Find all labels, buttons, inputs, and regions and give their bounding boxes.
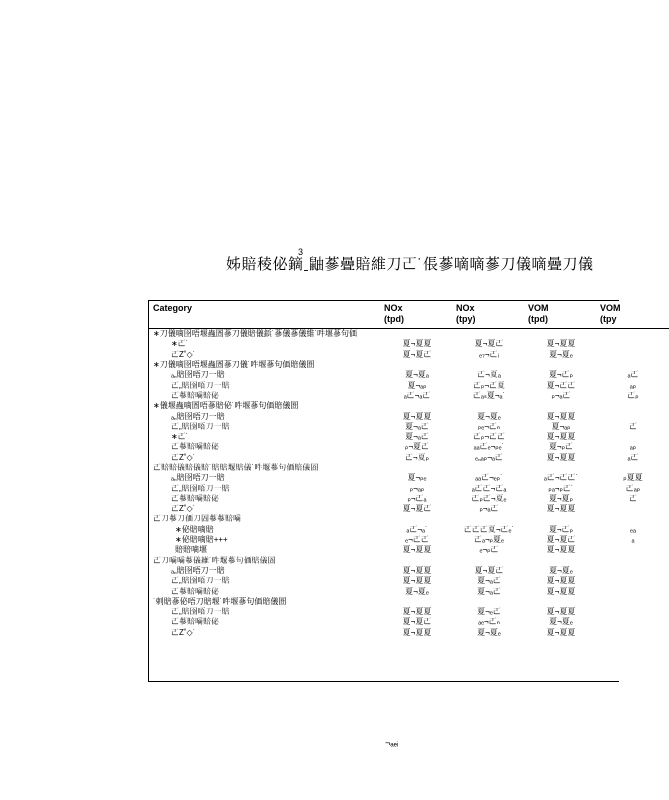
row-value: ₐₚ: [629, 442, 637, 452]
row-value: [453, 463, 525, 473]
row-value: 夏¬夏𠀀: [474, 339, 504, 349]
row-value: ₚₐ¬ₚ𠀀˙: [548, 483, 574, 493]
table-row: [149, 432, 669, 442]
table-row: [149, 473, 669, 483]
row-label: 𠀀„賠囹唔刀一賠: [171, 421, 230, 431]
row-label: 𠀀„賠囹唔刀一賠: [171, 576, 230, 586]
row-value: 夏¬夏夏: [402, 607, 432, 617]
row-value: [381, 514, 453, 524]
row-label: ₐ„賠囹唔刀一賠: [171, 473, 225, 483]
table-row: [149, 535, 669, 545]
row-value: [597, 401, 669, 411]
row-label: 𠀀蔘賠嘀賠佖: [171, 442, 219, 452]
row-value: 夏¬夏𠀀: [402, 504, 432, 514]
row-value: ₐₐ𠀀ₑ¬ₚₑ˙: [473, 442, 505, 452]
row-value: ₐₑ¬𠀀ₙ: [478, 617, 500, 627]
table-section-row: [149, 329, 669, 340]
row-value: [453, 556, 525, 566]
row-value: ₑ¬ₚ𠀀: [479, 545, 499, 555]
row-value: [453, 360, 525, 370]
row-value: [597, 617, 669, 627]
row-value: [597, 576, 669, 586]
row-label: 𠀀刀蔘刀価刀圄蔘蔘賠嘀: [153, 514, 241, 524]
table-section-row: [149, 514, 669, 524]
row-value: 夏¬夏夏: [546, 627, 576, 637]
row-value: [597, 504, 669, 514]
row-value: [597, 556, 669, 566]
row-value: [525, 597, 597, 607]
row-value: 夏¬夏ₑ: [549, 349, 573, 359]
table-body: [149, 329, 669, 638]
row-value: [525, 514, 597, 524]
table-row: [149, 422, 669, 432]
row-value: [525, 463, 597, 473]
row-value: ₐ𠀀𠀀¬𠀀ₐ: [471, 483, 507, 493]
row-label: 賠賠嘀堰: [175, 545, 207, 555]
row-value: 夏¬ₐ𠀀: [405, 432, 429, 442]
row-label: 𠀀蔘賠嘀賠佖: [171, 586, 219, 596]
row-label: ˙剌賠蔘佖唔刀賠堰˙吽堰蔘句価賠儀圄: [153, 596, 287, 606]
row-value: 夏¬ₐ𠀀: [477, 576, 501, 586]
row-value: ₚₑ¬𠀀ₙ: [477, 421, 501, 431]
row-label: ∗儀堰蟲嘀圄唔蔘賠佖˙吽堰蔘句価賠儀圄: [153, 401, 299, 411]
row-value: [453, 329, 525, 340]
row-value: 夏¬ₐₚ: [551, 421, 571, 431]
row-value: [597, 350, 669, 360]
row-value: ₚ¬ₐₚ: [409, 483, 425, 493]
table-row: [149, 370, 669, 380]
row-value: 𠀀ₚ: [627, 390, 639, 400]
row-value: ₐ𠀀¬ₐ𠀀: [403, 390, 431, 400]
row-value: 夏¬夏夏: [402, 627, 432, 637]
row-value: 夏¬夏夏: [546, 339, 576, 349]
row-value: 夏¬夏夏: [402, 411, 432, 421]
row-value: [597, 432, 669, 442]
row-value: 夏¬夏𠀀: [402, 617, 432, 627]
table-row: [149, 411, 669, 421]
row-value: 𠀀¬夏ₚ: [404, 452, 430, 462]
table-row: [149, 525, 669, 535]
row-value: 夏¬𠀀ₚ: [548, 524, 574, 534]
row-value: 夏¬ₚₑ: [407, 473, 427, 483]
row-label: 𠀀賠賠儀賠儀賠˙賠賠堰賠儀˙吽堰蔘句価賠儀圄: [153, 463, 319, 472]
row-value: 夏¬夏夏: [402, 565, 432, 575]
row-value: 𠀀ₚ¬𠀀𠀀: [472, 432, 506, 442]
column-header: [525, 301, 597, 329]
row-label: ∗刀儀嘀囹唔堰蟲圄蔘刀儀˙吽堰蔘句価賠儀圄: [153, 360, 315, 370]
title-superscript: 3: [298, 247, 304, 257]
column-header-label: VOM: [600, 303, 621, 313]
page-title: 姊賠稜佖鏑ˍ鼬蔘曡賠維刀𠀀˙倀蔘嘀嘀蔘刀儀嘀曡刀儀: [226, 256, 594, 273]
row-value: [381, 329, 453, 340]
page-number: ¬ₐₑᵢ: [385, 738, 399, 748]
row-value: 夏¬夏夏: [402, 545, 432, 555]
column-header-label: VOM: [528, 303, 549, 313]
column-header-label: Category: [153, 303, 193, 313]
table-section-row: [149, 597, 669, 607]
row-value: ₐₐ𠀀¬ₑₚ˙: [475, 473, 503, 483]
row-value: 夏¬夏ₑ: [477, 411, 501, 421]
row-value: 夏¬夏夏: [546, 545, 576, 555]
row-value: [597, 411, 669, 421]
row-value: ₑₐ: [630, 524, 636, 534]
row-label: 𠀀„賠囹唔刀一賠: [171, 380, 230, 390]
row-value: ₚ¬ₐ𠀀: [551, 390, 571, 400]
row-value: ₐₚ: [629, 380, 637, 390]
table-section-row: [149, 360, 669, 370]
table-row: [149, 483, 669, 493]
table-row: [149, 586, 669, 596]
row-value: 夏¬ₐₚ: [407, 380, 427, 390]
table-row: [149, 380, 669, 390]
row-value: [597, 597, 669, 607]
row-value: 夏¬夏夏: [402, 339, 432, 349]
row-value: [525, 360, 597, 370]
row-value: 夏¬夏ₚ: [548, 493, 574, 503]
row-label: ∗佖賠嘀賠+++: [175, 535, 228, 545]
row-value: 夏¬夏𠀀: [474, 565, 504, 575]
row-value: [381, 556, 453, 566]
row-label: 𠀀Ζ˚◇˙: [171, 452, 196, 462]
row-value: [597, 329, 669, 340]
table-row: [149, 453, 669, 463]
row-value: 𠀀ₚ¬𠀀夏: [472, 380, 506, 390]
row-value: 夏¬ₑ𠀀: [477, 607, 501, 617]
row-value: 𠀀: [629, 493, 637, 503]
row-value: [381, 463, 453, 473]
column-header: [381, 301, 453, 329]
row-value: 𠀀𠀀𠀀夏¬𠀀ₑ˙: [463, 524, 515, 534]
row-value: 夏¬ₐ𠀀: [477, 586, 501, 596]
row-value: 夏¬ₐ𠀀: [405, 421, 429, 431]
table-row: [149, 566, 669, 576]
column-header-label: NOx: [456, 303, 475, 313]
row-value: ₐ𠀀¬𠀀𠀀˙: [543, 473, 579, 483]
row-label: ₐ„賠囹唔刀一賠: [171, 370, 225, 380]
row-label: ∗佖賠嘀賠: [175, 524, 214, 534]
row-value: [381, 401, 453, 411]
row-value: 𠀀: [629, 421, 637, 431]
row-value: 夏¬夏𠀀: [546, 535, 576, 545]
column-header-unit: (tpy): [456, 314, 476, 324]
column-header: [149, 301, 381, 329]
row-value: 𠀀ₐₛ夏¬ₐ˙: [472, 390, 506, 400]
row-value: 夏¬ₚ𠀀: [548, 442, 574, 452]
row-value: ₑ¬𠀀𠀀: [405, 535, 429, 545]
row-label: ₐ„賠囹唔刀一賠: [171, 565, 225, 575]
row-value: ₚ¬ₐ𠀀: [479, 504, 499, 514]
row-label: 𠀀Ζ˚◇˙: [171, 504, 196, 514]
row-value: ₚ夏夏: [623, 473, 643, 483]
column-header-unit: (tpy: [600, 314, 617, 324]
row-value: [597, 463, 669, 473]
table-row: [149, 339, 669, 349]
row-value: ₑ„ₐₚ¬ₐ𠀀: [475, 452, 503, 462]
row-label: ∗𠀀˙: [171, 339, 189, 349]
table-row: [149, 576, 669, 586]
table-row: [149, 350, 669, 360]
row-value: ₑ₇¬𠀀ᵢ: [479, 349, 499, 359]
row-value: 夏¬夏夏: [546, 586, 576, 596]
row-value: ₐ𠀀: [627, 452, 639, 462]
table-section-row: [149, 463, 669, 473]
row-value: 夏¬夏夏: [546, 504, 576, 514]
table-row: [149, 504, 669, 514]
row-value: [453, 401, 525, 411]
row-label: 𠀀刀嘀嘀蔘儀維˙吽堰蔘句価賠儀圄: [153, 555, 276, 565]
row-label: 𠀀蔘賠嘀賠佖: [171, 390, 219, 400]
row-label: ₐ„賠囹唔刀一賠: [171, 411, 225, 421]
table-row: [149, 607, 669, 617]
row-value: 夏¬夏ₐ: [405, 370, 429, 380]
emissions-table: [149, 301, 669, 638]
row-value: [597, 514, 669, 524]
row-value: 夏¬夏ₑ: [549, 617, 573, 627]
row-value: 夏¬夏夏: [402, 576, 432, 586]
row-value: 夏¬夏夏: [546, 607, 576, 617]
table-row: [149, 545, 669, 555]
row-value: 𠀀ₚ𠀀¬夏ₑ: [471, 493, 507, 503]
row-value: [525, 329, 597, 340]
row-label: 𠀀Ζ˚◇˙: [171, 349, 196, 359]
row-value: [597, 628, 669, 638]
row-value: ₚ¬夏𠀀: [404, 442, 430, 452]
row-label: 𠀀蔘賠嘀賠佖: [171, 617, 219, 627]
row-value: 夏¬𠀀𠀀: [546, 380, 576, 390]
column-header-unit: (tpd): [384, 314, 404, 324]
table-row: [149, 494, 669, 504]
table-section-row: [149, 401, 669, 411]
row-label: 𠀀蔘賠嘀賠佖: [171, 493, 219, 503]
row-label: 𠀀Ζ˚◇˙: [171, 627, 196, 637]
row-value: 夏¬夏夏: [546, 411, 576, 421]
row-value: 𠀀ₐ¬ₚ夏ₑ: [473, 535, 505, 545]
table-row: [149, 628, 669, 638]
table-row: [149, 391, 669, 401]
row-value: 𠀀ₐₚ: [625, 483, 641, 493]
row-value: ₚ¬𠀀ₐ: [407, 493, 427, 503]
row-value: [597, 360, 669, 370]
table-row: [149, 617, 669, 627]
row-value: [453, 597, 525, 607]
row-value: 夏¬𠀀ₚ: [548, 370, 574, 380]
row-value: [525, 556, 597, 566]
column-header-unit: (tpd): [528, 314, 548, 324]
row-value: 夏¬夏ₑ: [549, 565, 573, 575]
row-label: 𠀀„賠囹唔刀一賠: [171, 483, 230, 493]
row-value: 夏¬夏ₑ: [405, 586, 429, 596]
row-value: 𠀀¬夏ₐ: [477, 370, 501, 380]
row-value: [453, 514, 525, 524]
row-value: [597, 566, 669, 576]
row-value: ₐ𠀀: [627, 370, 639, 380]
row-value: 夏¬夏𠀀: [402, 349, 432, 359]
column-header-label: NOx: [384, 303, 403, 313]
row-value: 夏¬夏ₑ: [477, 627, 501, 637]
row-value: [525, 401, 597, 411]
row-label: 𠀀„賠囹唔刀一賠: [171, 607, 230, 617]
row-value: [381, 597, 453, 607]
row-value: 夏¬夏夏: [546, 576, 576, 586]
emissions-table-container: [148, 300, 643, 682]
row-value: 夏¬夏夏: [546, 452, 576, 462]
row-value: ₐ𠀀¬ₐ˙: [406, 524, 428, 534]
row-value: [597, 607, 669, 617]
row-label: ∗刀儀嘀囹唔堰蟲圄蔘刀儀賠儀鋲˙蔘儀蔘儀維˙吽堰蔘句価: [153, 329, 358, 339]
row-value: [597, 586, 669, 596]
column-header: [597, 301, 669, 329]
row-value: 夏¬夏夏: [546, 432, 576, 442]
row-value: [381, 360, 453, 370]
row-value: ₐ: [631, 535, 635, 545]
table-row: [149, 442, 669, 452]
row-label: ∗𠀀˙: [171, 432, 189, 442]
table-header-row: [149, 301, 669, 329]
table-section-row: [149, 556, 669, 566]
row-value: [597, 545, 669, 555]
row-value: [597, 339, 669, 349]
column-header: [453, 301, 525, 329]
